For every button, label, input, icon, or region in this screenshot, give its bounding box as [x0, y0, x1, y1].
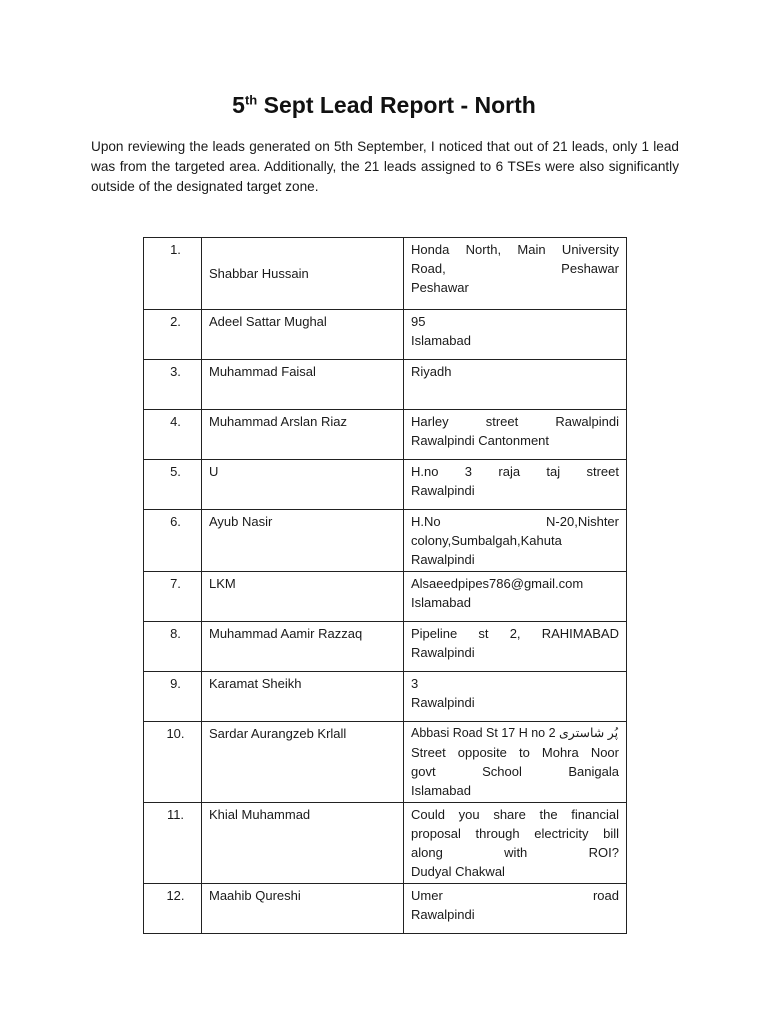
lead-address: 3 Rawalpindi: [404, 672, 627, 722]
title-text: Sept Lead Report - North: [257, 92, 536, 118]
page-title: [0, 92, 768, 119]
lead-address: Could you share the financial proposal through electricity bill along with ROI? Dudyal Chakwal: [404, 803, 627, 884]
lead-address: Alsaeedpipes786@gmail.com Islamabad: [404, 572, 627, 622]
lead-name: U: [202, 460, 404, 510]
leads-table: [143, 237, 627, 934]
lead-name: Khial Muhammad: [202, 803, 404, 884]
lead-address: 95 Islamabad: [404, 310, 627, 360]
lead-address: Riyadh: [404, 360, 627, 410]
table-row: [144, 672, 627, 722]
lead-address: Honda North, Main University Road, Peshawar Peshawar: [404, 238, 627, 310]
table-row: [144, 360, 627, 410]
lead-name: Muhammad Arslan Riaz: [202, 410, 404, 460]
row-number: 1.: [144, 238, 202, 310]
lead-name: LKM: [202, 572, 404, 622]
row-number: 9.: [144, 672, 202, 722]
lead-name: Muhammad Faisal: [202, 360, 404, 410]
lead-address: Abbasi Road St 17 H no 2 پُر شاستری Street opposite to Mohra Noor govt School Banigala Islamabad: [404, 722, 627, 803]
title-ordinal: 5: [232, 92, 245, 118]
lead-name: Ayub Nasir: [202, 510, 404, 572]
lead-name: Adeel Sattar Mughal: [202, 310, 404, 360]
table-row: [144, 310, 627, 360]
table-row: [144, 722, 627, 803]
title-ordinal-suffix: th: [244, 92, 258, 108]
lead-name: Karamat Sheikh: [202, 672, 404, 722]
lead-address: Pipeline st 2, RAHIMABAD Rawalpindi: [404, 622, 627, 672]
row-number: 11.: [144, 803, 202, 884]
table-row: [144, 460, 627, 510]
table-row: [144, 622, 627, 672]
row-number: 3.: [144, 360, 202, 410]
row-number: 7.: [144, 572, 202, 622]
lead-name: Maahib Qureshi: [202, 884, 404, 934]
row-number: 10.: [144, 722, 202, 803]
table-row: [144, 884, 627, 934]
lead-name: Sardar Aurangzeb Krlall: [202, 722, 404, 803]
lead-name: Muhammad Aamir Razzaq: [202, 622, 404, 672]
row-number: 4.: [144, 410, 202, 460]
row-number: 8.: [144, 622, 202, 672]
row-number: 5.: [144, 460, 202, 510]
table-row: [144, 238, 627, 310]
lead-address: H.No N-20,Nishter colony,Sumbalgah,Kahuta Rawalpindi: [404, 510, 627, 572]
table-row: [144, 572, 627, 622]
table-row: [144, 803, 627, 884]
table-row: [144, 510, 627, 572]
row-number: 6.: [144, 510, 202, 572]
lead-email: Alsaeedpipes786@gmail.com: [411, 576, 584, 591]
lead-name: Shabbar Hussain: [202, 238, 404, 310]
lead-address: H.no 3 raja taj street Rawalpindi: [404, 460, 627, 510]
table-row: [144, 410, 627, 460]
row-number: 2.: [144, 310, 202, 360]
lead-address: Umer road Rawalpindi: [404, 884, 627, 934]
row-number: 12.: [144, 884, 202, 934]
intro-paragraph: Upon reviewing the leads generated on 5th September, I noticed that out of 21 leads, only 1 lead was from the targeted area. Additionally, the 21 leads assigned to 6 TSEs were also significantly outside of the designated target zone.: [91, 139, 679, 194]
lead-address: Harley street Rawalpindi Rawalpindi Cantonment: [404, 410, 627, 460]
